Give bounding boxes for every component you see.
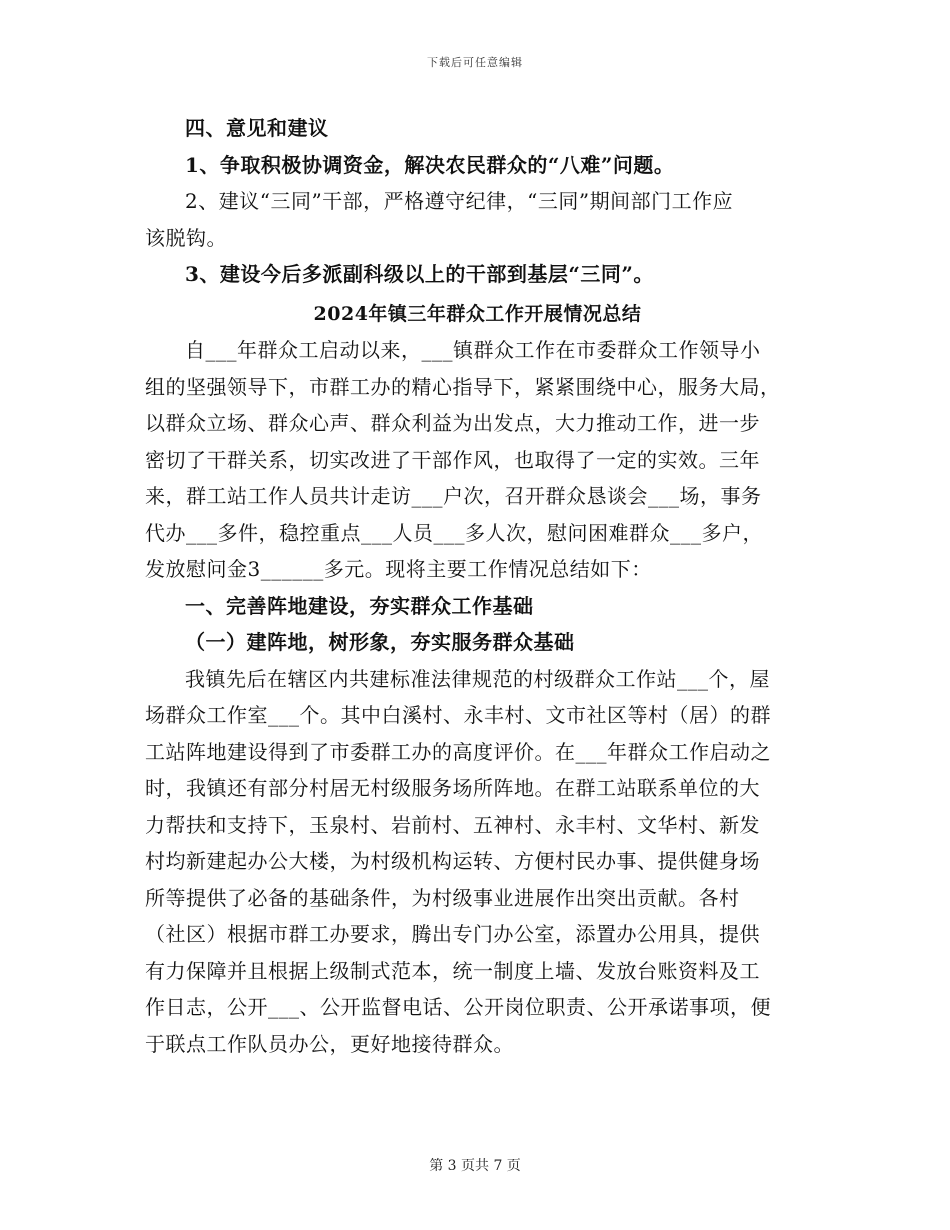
suggestion-item-2-line-1: 2、建议“三同”干部，严格遵守纪律，“三同”期间部门工作应 bbox=[185, 189, 734, 213]
paragraph-line: 时，我镇还有部分村居无村级服务场所阵地。在群工站联系单位的大 bbox=[145, 776, 760, 800]
suggestion-item-3: 3、建设今后多派副科级以上的干部到基层“三同”。 bbox=[185, 262, 654, 286]
paragraph-line: 发放慰问金3______多元。现将主要工作情况总结如下： bbox=[145, 557, 652, 581]
suggestion-item-2-line-2: 该脱钩。 bbox=[145, 225, 227, 250]
paragraph-line: 代办___多件，稳控重点___人员___多人次，慰问困难群众___多户， bbox=[145, 520, 763, 545]
section-heading: 四、意见和建议 bbox=[185, 116, 329, 140]
paragraph-line: 村均新建起办公大楼，为村级机构运转、方便村民办事、提供健身场 bbox=[145, 849, 760, 873]
paragraph-line: 自___年群众工启动以来，___镇群众工作在市委群众工作领导小 bbox=[185, 338, 761, 362]
paragraph-line: 工站阵地建设得到了市委群工办的高度评价。在___年群众工作启动之 bbox=[145, 739, 771, 764]
page-footer: 第 3 页共 7 页 bbox=[429, 1158, 521, 1174]
paragraph-line: 于联点工作队员办公，更好地接待群众。 bbox=[145, 1031, 514, 1056]
paragraph-line: 来，群工站工作人员共计走访___户次，召开群众恳谈会___场，事务 bbox=[145, 484, 762, 508]
paragraph-line: 以群众立场、群众心声、群众利益为出发点，大力推动工作，进一步 bbox=[145, 411, 760, 435]
document-body bbox=[145, 110, 810, 1062]
paragraph-line: 有力保障并且根据上级制式范本，统一制度上墙、发放台账资料及工 bbox=[145, 958, 760, 983]
article-title: 2024年镇三年群众工作开展情况总结 bbox=[313, 302, 642, 325]
body-paragraph bbox=[145, 661, 810, 1063]
subsection-heading-1: （一）建阵地，树形象，夯实服务群众基础 bbox=[185, 630, 575, 654]
paragraph-line: 密切了干群关系，切实改进了干部作风，也取得了一定的实效。三年 bbox=[145, 447, 760, 472]
paragraph-line: 我镇先后在辖区内共建标准法律规范的村级群众工作站___个，屋 bbox=[185, 666, 770, 691]
paragraph-line: （社区）根据市群工办要求，腾出专门办公室，添置办公用具，提供 bbox=[145, 922, 760, 946]
paragraph-line: 作日志，公开___、公开监督电话、公开岗位职责、公开承诺事项，便 bbox=[145, 995, 771, 1019]
page-header: 下载后可任意编辑 bbox=[427, 56, 523, 69]
paragraph-line: 场群众工作室___个。其中白溪村、永丰村、文市社区等村（居）的群 bbox=[145, 703, 771, 727]
paragraph-line: 力帮扶和支持下，玉泉村、岩前村、五神村、永丰村、文华村、新发 bbox=[145, 812, 760, 837]
intro-paragraph bbox=[145, 332, 810, 588]
section-heading-1: 一、完善阵地建设，夯实群众工作基础 bbox=[185, 593, 534, 618]
paragraph-line: 所等提供了必备的基础条件，为村级事业进展作出突出贡献。各村 bbox=[145, 885, 740, 910]
suggestion-item-1: 1、争取积极协调资金，解决农民群众的“八难”问题。 bbox=[185, 152, 675, 177]
paragraph-line: 组的坚强领导下，市群工办的精心指导下，紧紧围绕中心，服务大局， bbox=[145, 374, 781, 399]
